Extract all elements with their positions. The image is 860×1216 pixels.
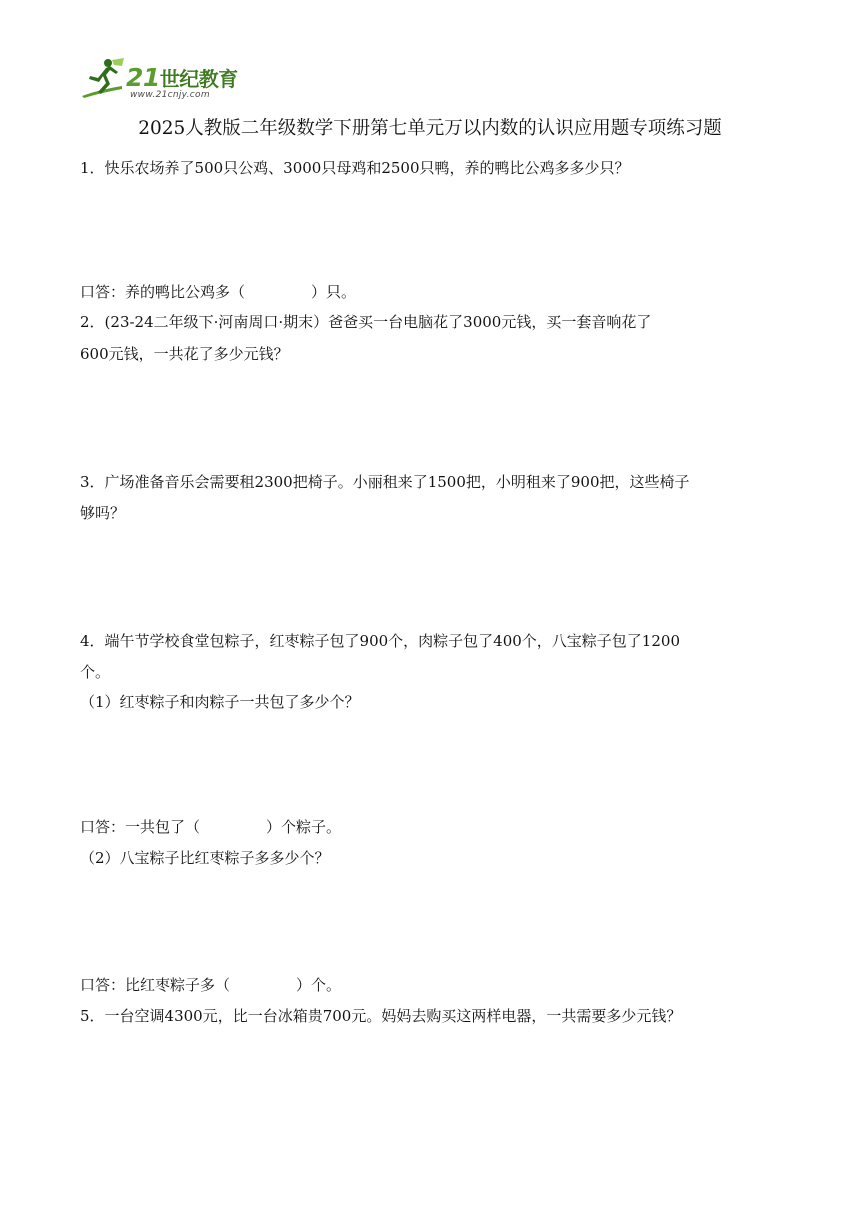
question-3-line-1: 3．广场准备音乐会需要租2300把椅子。小丽租来了1500把，小明租来了900把，这些椅子 — [80, 473, 690, 491]
question-3-line-2: 够吗？ — [80, 504, 126, 522]
question-4-line-1: 4．端午节学校食堂包粽子，红枣粽子包了900个，肉粽子包了400个，八宝粽子包了1200 — [80, 632, 680, 650]
question-4-line-2: 个。 — [80, 663, 111, 681]
question-2-line-2: 600元钱，一共花了多少元钱？ — [80, 345, 289, 363]
question-5: 5．一台空调4300元，比一台冰箱贵700元。妈妈去购买这两样电器，一共需要多少元钱？ — [80, 1007, 682, 1025]
logo-brand — [126, 64, 238, 93]
question-4-sub-2: （2）八宝粽子比红枣粽子多多少个？ — [80, 849, 330, 867]
question-1: 1．快乐农场养了500只公鸡、3000只母鸡和2500只鸭，养的鸭比公鸡多多少只？ — [80, 159, 630, 177]
answer-prefix: 口答：养的鸭比公鸡多（ — [80, 283, 246, 301]
question-1-answer — [80, 282, 780, 302]
question-2-line-1: 2．(23-24二年级下·河南周口·期末）爸爸买一台电脑花了3000元钱，买一套音响花了 — [80, 313, 652, 331]
answer-suffix: ）个粽子。 — [266, 818, 342, 836]
answer-suffix: ）个。 — [296, 976, 342, 994]
answer-suffix: ）只。 — [311, 283, 357, 301]
question-4-sub-2-answer — [80, 975, 780, 995]
logo-brand-number: 21 — [126, 63, 160, 92]
page-title: 2025人教版二年级数学下册第七单元万以内数的认识应用题专项练习题 — [138, 118, 722, 139]
answer-prefix: 口答：比红枣粽子多（ — [80, 976, 231, 994]
logo-brand-name: 世纪教育 — [159, 67, 238, 91]
question-4-sub-1-answer — [80, 817, 780, 837]
answer-prefix: 口答：一共包了（ — [80, 818, 201, 836]
site-logo — [78, 56, 253, 102]
question-4-sub-1: （1）红枣粽子和肉粽子一共包了多少个？ — [80, 693, 360, 711]
runner-icon — [78, 56, 126, 100]
logo-url: www.21cnjy.com — [130, 90, 210, 100]
